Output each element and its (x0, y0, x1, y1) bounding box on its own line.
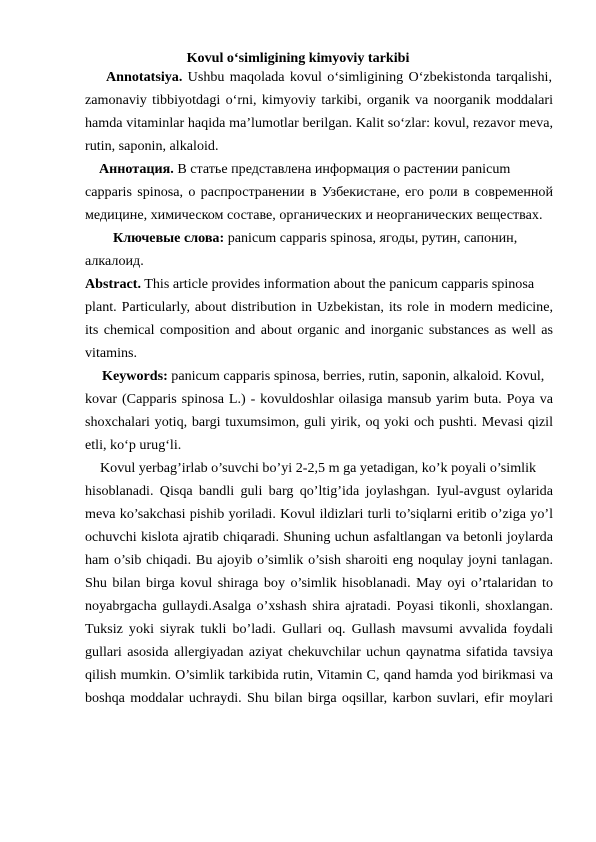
keywords-en-label: Keywords: (102, 368, 168, 384)
abstract-en-line-3: its chemical composition and about organic and inorganic substances as well as (85, 322, 553, 338)
body-line-11: boshqa moddalar uchraydi. Shu bilan birga oqsillar, karbon suvlari, efir moylari (85, 690, 553, 706)
keywords-ru-line-1 (113, 229, 517, 248)
annotation-uz-line-3: hamda vitaminlar haqida ma’lumotlar berilgan. Kalit so‘zlar: kovul, rezavor meva, (85, 115, 553, 131)
annotation-ru-line-3: медицине, химическом составе, органических и неорганических веществах. (85, 207, 543, 223)
annotation-ru-line-1 (99, 160, 510, 179)
keywords-ru-line-2: алкалоид. (85, 253, 144, 269)
body-line-4: ochuvchi kislota ajratib chiqaradi. Shuning uchun asfaltlangan va betonli joylarda (85, 529, 553, 545)
abstract-en-label: Abstract. (85, 276, 141, 292)
keywords-ru-label: Ключевые слова: (113, 230, 225, 246)
abstract-en-line-4: vitamins. (85, 345, 138, 361)
keywords-en-line-2: kovar (Capparis spinosa L.) - kovuldoshlar oilasiga mansub yarim buta. Poya va (85, 391, 553, 407)
annotation-uz-line-2: zamonaviy tibbiyotdagi o‘rni, kimyoviy tarkibi, organik va noorganik moddalari (85, 92, 553, 108)
annotation-ru-label: Аннотация. (99, 161, 174, 177)
article-title: Kovul o‘simligining kimyoviy tarkibi (186, 50, 410, 66)
annotation-uz-text: Ushbu maqolada kovul o‘simligining O‘zbekistonda tarqalishi, (182, 69, 552, 85)
abstract-en-line-2: plant. Particularly, about distribution in Uzbekistan, its role in modern medicine, (85, 299, 553, 315)
body-line-10: qilish mumkin. O’simlik tarkibida rutin, Vitamin C, qand hamda yod birikmasi va (85, 667, 553, 683)
annotation-uz-line-4: rutin, saponin, alkaloid. (85, 138, 219, 154)
abstract-en-line-1 (85, 275, 534, 294)
body-line-3: meva ko’sakchasi pishib yoriladi. Kovul ildizlari turli to’siqlarni eritib o’ziga yo’l (85, 506, 553, 522)
body-line-2: hisoblanadi. Qisqa bandli guli barg qo’ltig’ida joylashgan. Iyul-avgust oylarida (85, 483, 553, 499)
body-line-7: noyabrgacha gullaydi.Asalga o’xshash shira ajratadi. Poyasi tikonli, shoxlangan. (85, 598, 553, 614)
keywords-en-text: panicum capparis spinosa, berries, rutin, saponin, alkaloid. Kovul, (167, 368, 545, 384)
keywords-ru-text: panicum capparis spinosa, ягоды, рутин, сапонин, (224, 230, 518, 246)
annotation-uz-label: Annotatsiya. (106, 69, 183, 85)
body-line-9: gullari asosida allergiyadan aziyat chekuvchilar uchun qaynatma sifatida tavsiya (85, 644, 553, 660)
keywords-en-line-4: etli, ko‘p urug‘li. (85, 437, 182, 453)
abstract-en-text: This article provides information about the panicum capparis spinosa (140, 276, 535, 292)
annotation-ru-line-2: capparis spinosa, о распространении в Узбекистане, его роли в современной (85, 184, 553, 200)
body-line-5: ham o’sib chiqadi. Bu ajoyib o’simlik o’sish sharoiti eng noqulay joyni tanlagan. (85, 552, 553, 568)
annotation-uz-line-1 (106, 68, 552, 87)
annotation-ru-text: В статье представлена информация о растении panicum (173, 161, 511, 177)
body-line-1: Kovul yerbag’irlab o’suvchi bo’yi 2-2,5 m ga yetadigan, ko’k poyali o’simlik (100, 460, 537, 476)
keywords-en-line-1 (102, 367, 544, 386)
body-line-8: Tuksiz yoki siyrak tukli bo’ladi. Gullari oq. Gullash mavsumi avvalida foydali (85, 621, 553, 637)
body-line-6: Shu bilan birga kovul shiraga boy o’simlik hisoblanadi. May oyi o’rtalaridan to (85, 575, 553, 591)
keywords-en-line-3: shoxchalari yotiq, bargi tuxumsimon, guli yirik, oq yoki och pushti. Mevasi qizil (85, 414, 553, 430)
